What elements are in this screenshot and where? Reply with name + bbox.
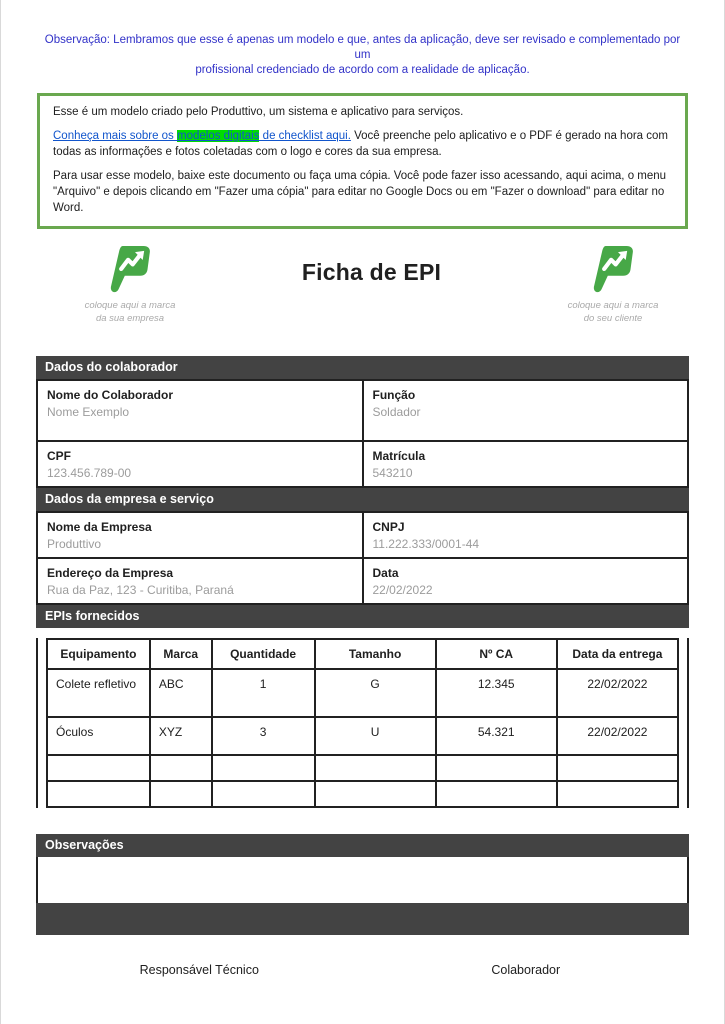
field-label: Nome da Empresa	[47, 519, 152, 534]
signature-row	[36, 963, 689, 977]
observacoes-empty-area	[36, 857, 689, 903]
col-header-marca: Marca	[150, 639, 212, 669]
company-brand-caption-line1: coloque aqui a marca	[84, 300, 176, 312]
produttivo-logo-icon	[109, 245, 151, 295]
cell-tamanho	[315, 755, 436, 781]
cell-data-entrega	[557, 755, 678, 781]
top-note	[38, 33, 688, 79]
col-header-numero-ca: Nº CA	[436, 639, 557, 669]
form-bottom-bar	[36, 903, 689, 935]
intro-paragraph-1: Esse é um modelo criado pelo Produttivo, um sistema e aplicativo para serviços.	[53, 105, 464, 118]
link-highlighted-text[interactable]: modelos digitais	[177, 130, 260, 143]
intro-box	[37, 93, 688, 230]
cell-numero-ca: 12.345	[436, 669, 557, 717]
field-value: Rua da Paz, 123 - Curitiba, Paraná	[47, 582, 234, 597]
cell-tamanho: U	[315, 717, 436, 755]
client-brand-caption	[548, 300, 678, 326]
field-data	[363, 558, 689, 604]
section-bar-epis: EPIs fornecidos	[36, 605, 689, 628]
field-label: CNPJ	[372, 519, 405, 534]
table-row	[37, 380, 688, 441]
field-matricula	[363, 441, 689, 487]
client-brand-caption-line1: coloque aqui a marca	[567, 300, 659, 312]
intro-paragraph-2-rest: Você preenche pelo aplicativo e o PDF é gerado na hora com todas as informações e fotos coletadas com o logo e cores da sua empresa.	[53, 130, 668, 158]
intro-paragraph-2	[53, 129, 672, 160]
table-row	[47, 755, 678, 781]
cell-quantidade: 3	[212, 717, 315, 755]
cell-numero-ca: 54.321	[436, 717, 557, 755]
section-bar-observacoes: Observações	[36, 834, 689, 857]
col-header-tamanho: Tamanho	[315, 639, 436, 669]
cell-marca	[150, 755, 212, 781]
cell-tamanho: G	[315, 669, 436, 717]
table-row	[37, 441, 688, 487]
epis-section-body	[36, 638, 689, 808]
table-row	[47, 781, 678, 807]
cell-numero-ca	[436, 755, 557, 781]
empresa-table	[36, 511, 689, 605]
col-header-data-entrega: Data da entrega	[557, 639, 678, 669]
produttivo-logo-icon	[592, 245, 634, 295]
signature-responsavel-tecnico: Responsável Técnico	[139, 962, 259, 977]
epis-table	[46, 638, 679, 808]
field-value: Soldador	[372, 404, 421, 419]
company-brand-caption	[65, 300, 195, 326]
cell-marca: XYZ	[150, 717, 212, 755]
cell-quantidade	[212, 781, 315, 807]
section-bar-colaborador: Dados do colaborador	[36, 356, 689, 379]
field-nome-empresa	[37, 512, 363, 558]
field-nome-colaborador	[37, 380, 363, 441]
company-brand-caption-line2: da sua empresa	[95, 313, 165, 325]
cell-marca: ABC	[150, 669, 212, 717]
client-brand-caption-line2: do seu cliente	[583, 313, 643, 325]
cell-equipamento	[47, 755, 150, 781]
cell-quantidade: 1	[212, 669, 315, 717]
epi-form	[36, 356, 689, 935]
checklist-models-link[interactable]	[53, 130, 351, 142]
top-note-line1: Observação: Lembramos que esse é apenas um modelo e que, antes da aplicação, deve ser revisado e complementado por um	[44, 34, 681, 62]
table-row	[37, 558, 688, 604]
field-label: Função	[372, 387, 416, 402]
company-brand-placeholder	[65, 245, 195, 326]
table-row	[47, 717, 678, 755]
cell-numero-ca	[436, 781, 557, 807]
top-note-line2: profissional credenciado de acordo com a realidade de aplicação.	[195, 64, 530, 77]
cell-data-entrega	[557, 781, 678, 807]
field-value: Produttivo	[47, 536, 102, 551]
cell-tamanho	[315, 781, 436, 807]
cell-marca	[150, 781, 212, 807]
client-brand-placeholder	[548, 245, 678, 326]
field-cpf	[37, 441, 363, 487]
document-title: Ficha de EPI	[301, 259, 442, 286]
cell-quantidade	[212, 755, 315, 781]
cell-equipamento	[47, 781, 150, 807]
col-header-quantidade: Quantidade	[212, 639, 315, 669]
intro-paragraph-3: Para usar esse modelo, baixe este documento ou faça uma cópia. Você pode fazer isso acessando, aqui acima, o menu "Arquivo" e depois clicando em "Fazer uma cópia" para editar no Google Docs ou em "Fazer o download" para editar no Word.	[53, 170, 667, 214]
table-row	[47, 669, 678, 717]
cell-data-entrega: 22/02/2022	[557, 717, 678, 755]
table-row	[37, 512, 688, 558]
field-label: Nome do Colaborador	[47, 387, 174, 402]
cell-equipamento: Óculos	[47, 717, 150, 755]
field-label: Endereço da Empresa	[47, 565, 174, 580]
cell-data-entrega: 22/02/2022	[557, 669, 678, 717]
branding-row	[1, 245, 724, 326]
field-cnpj	[363, 512, 689, 558]
link-suffix[interactable]: de checklist aqui.	[259, 130, 351, 143]
signature-colaborador: Colaborador	[491, 962, 561, 977]
link-prefix[interactable]: Conheça mais sobre os	[53, 130, 178, 143]
field-value: 123.456.789-00	[47, 465, 132, 480]
field-value: Nome Exemplo	[47, 404, 130, 419]
field-label: CPF	[47, 448, 71, 463]
col-header-equipamento: Equipamento	[47, 639, 150, 669]
colaborador-table	[36, 379, 689, 488]
section-bar-empresa: Dados da empresa e serviço	[36, 488, 689, 511]
field-endereco-empresa	[37, 558, 363, 604]
field-label: Matrícula	[372, 448, 426, 463]
field-label: Data	[372, 565, 399, 580]
field-value: 11.222.333/0001-44	[372, 536, 480, 551]
field-value: 22/02/2022	[372, 582, 433, 597]
table-header-row	[47, 639, 678, 669]
field-value: 543210	[372, 465, 413, 480]
field-funcao	[363, 380, 689, 441]
cell-equipamento: Colete refletivo	[47, 669, 150, 717]
